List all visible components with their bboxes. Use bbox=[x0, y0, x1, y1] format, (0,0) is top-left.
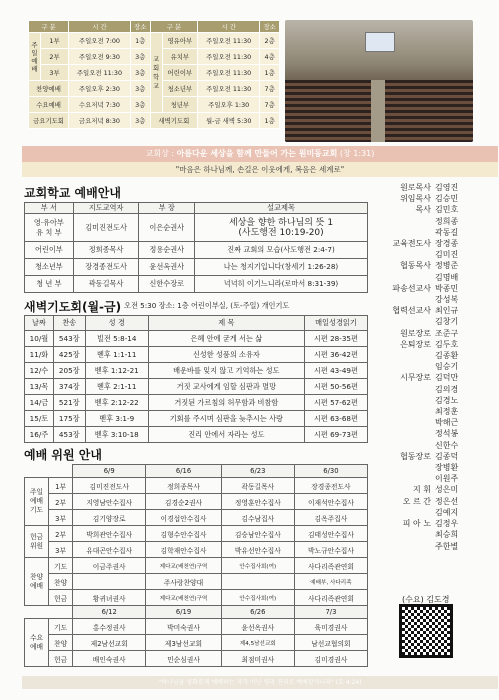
duty-group: 수요 예배 bbox=[25, 619, 49, 667]
footer-verse: "하나님을 영화롭게 예배하는 자가 아닌 영과 진리로 예배할지니라" (요 4:24) bbox=[22, 676, 498, 689]
duty-date: 6/30 bbox=[294, 465, 367, 478]
sanctuary-photo bbox=[285, 20, 473, 142]
staff-row bbox=[373, 182, 497, 193]
school-cell: 나는 청지기입니다(창세기 1:26-28) bbox=[195, 259, 368, 276]
staff-row bbox=[373, 204, 497, 238]
schedule-part: 새벽기도회 bbox=[150, 113, 198, 129]
duty-cell: 2부 bbox=[49, 494, 73, 510]
table-row bbox=[25, 242, 368, 259]
table-row bbox=[25, 347, 368, 363]
dawn-cell: 신성한 성품의 소유자 bbox=[148, 347, 304, 363]
schedule-time: 주일오후 1:30 bbox=[198, 97, 260, 113]
dawn-cell: 벧후 2:12-22 bbox=[85, 395, 148, 411]
schedule-part: 금요기도회 bbox=[29, 113, 69, 129]
staff-name: 조준구 bbox=[435, 328, 459, 338]
staff-names bbox=[435, 182, 493, 193]
table-row bbox=[25, 363, 368, 379]
table-row bbox=[25, 651, 368, 667]
duty-table bbox=[24, 464, 368, 667]
duty-date: 6/9 bbox=[73, 465, 146, 478]
duty-cell: 배인숙권사 bbox=[73, 651, 146, 667]
school-cell: 신한수장로 bbox=[139, 276, 195, 293]
school-title: 교회학교 예배안내 bbox=[24, 186, 121, 200]
duty-cell: 제2남선교회 bbox=[73, 635, 146, 651]
staff-names bbox=[435, 260, 493, 282]
duty-cell: 김학재안수집사 bbox=[146, 542, 222, 558]
duty-cell: 곽동길목사 bbox=[221, 478, 294, 494]
staff-row bbox=[373, 451, 497, 485]
schedule-header: 시 간 bbox=[69, 21, 131, 33]
staff-row bbox=[373, 372, 497, 450]
duty-cell: 정희종목사 bbox=[146, 478, 222, 494]
staff-name: 김영진 bbox=[435, 183, 459, 192]
duty-cell: 박희관안수집사 bbox=[73, 526, 146, 542]
duty-dates-row bbox=[25, 606, 368, 619]
duty-cell: 김태성안수집사 bbox=[294, 526, 367, 542]
dawn-cell: 진리 안에서 자라는 성도 bbox=[148, 427, 304, 443]
schedule-time: 주일오전 11:30 bbox=[69, 65, 131, 81]
schedule-part: 2부 bbox=[41, 49, 69, 65]
staff-role: 협력선교사 bbox=[392, 306, 431, 316]
staff-name: 정희종 bbox=[435, 216, 459, 226]
schedule-place: 7층 bbox=[260, 97, 280, 113]
duty-cell: 최점미권사 bbox=[221, 651, 294, 667]
schedule-part: 청소년부 bbox=[162, 81, 198, 97]
staff-role: 협동장로 bbox=[400, 451, 431, 461]
staff-name: 김창기 bbox=[435, 317, 459, 327]
church-slogan: "마음은 하나님께, 손길은 이웃에게, 복음은 세계로" bbox=[22, 162, 498, 177]
staff-role: 협동목사 bbox=[400, 261, 431, 271]
staff-name: 김명배 bbox=[435, 272, 459, 282]
table-row bbox=[25, 395, 368, 411]
table-row bbox=[25, 494, 368, 510]
duty-cell: 김수남집사 bbox=[221, 510, 294, 526]
table-row bbox=[25, 590, 368, 606]
schedule-part: 3부 bbox=[41, 65, 69, 81]
schedule-time: 주일오전 11:30 bbox=[198, 81, 260, 97]
dawn-cell: 시편 50-56편 bbox=[304, 379, 367, 395]
duty-cell: 제4,5남선교회 bbox=[221, 635, 294, 651]
staff-name: 김승민 bbox=[435, 194, 459, 204]
dawn-cell: 521장 bbox=[53, 395, 85, 411]
table-row bbox=[25, 259, 368, 276]
dawn-cell: 15/토 bbox=[25, 411, 54, 427]
duty-cell: 남선교협의회 bbox=[294, 635, 367, 651]
staff-names bbox=[435, 305, 493, 327]
dawn-cell: 거짓된 가르침의 허무함과 비참함 bbox=[148, 395, 304, 411]
schedule-header: 장소 bbox=[260, 21, 280, 33]
staff-name: 최승희 bbox=[435, 530, 459, 540]
duty-cell: 헌금 bbox=[49, 651, 73, 667]
schedule-group: 교회학교 bbox=[150, 33, 162, 113]
staff-name: 박종민 bbox=[435, 283, 459, 293]
school-cell: 세상을 향한 하나님의 뜻 1 (사도행전 10:19-20) bbox=[195, 214, 368, 242]
qr-code[interactable] bbox=[399, 604, 453, 658]
table-row bbox=[25, 276, 368, 293]
spacer bbox=[25, 465, 49, 478]
schedule-place: 3층 bbox=[130, 81, 150, 97]
table-row bbox=[25, 635, 368, 651]
staff-role: 피 아 노 bbox=[402, 519, 431, 529]
school-cell: 장경종전도사 bbox=[73, 259, 139, 276]
duty-cell: 예배부, 사다리족 bbox=[294, 574, 367, 590]
staff-name: 임승기 bbox=[435, 362, 459, 372]
dawn-cell: 벧후 3:1-9 bbox=[85, 411, 148, 427]
duty-cell: 박미숙권사 bbox=[146, 619, 222, 635]
dawn-cell: 12/수 bbox=[25, 363, 54, 379]
duty-cell: 찬양 bbox=[49, 574, 73, 590]
dawn-header: 찬송 bbox=[53, 316, 85, 331]
staff-name: 김두호 bbox=[435, 339, 459, 349]
staff-name: 김의경 bbox=[435, 384, 459, 394]
school-cell: 윤선옥권사 bbox=[139, 259, 195, 276]
staff-name: 정은선 bbox=[435, 496, 459, 506]
spacer bbox=[25, 606, 49, 619]
schedule-place: 1층 bbox=[260, 113, 280, 129]
duty-cell: 정영훈안수집사 bbox=[221, 494, 294, 510]
schedule-time: 주일오전 11:30 bbox=[198, 33, 260, 49]
dawn-cell: 시편 69-73편 bbox=[304, 427, 367, 443]
school-cell: 어린이부 bbox=[25, 242, 74, 259]
duty-date: 6/12 bbox=[73, 606, 146, 619]
duty-cell: 육미경권사 bbox=[294, 619, 367, 635]
staff-names bbox=[435, 204, 493, 238]
staff-row bbox=[373, 496, 497, 518]
schedule-time: 주일오전 9:30 bbox=[69, 49, 131, 65]
schedule-time: 주일오전 11:30 bbox=[198, 65, 260, 81]
duty-date: 6/26 bbox=[221, 606, 294, 619]
staff-name: 장경종 bbox=[435, 239, 459, 249]
motto-label: 교회상 : bbox=[145, 149, 175, 158]
dawn-cell: 205장 bbox=[53, 363, 85, 379]
duty-cell: 김형수안수집사 bbox=[146, 526, 222, 542]
staff-name: 최인규 bbox=[435, 306, 459, 316]
school-cell: 정용순권사 bbox=[139, 242, 195, 259]
table-row bbox=[25, 478, 368, 494]
duty-cell: 홍수정권사 bbox=[73, 619, 146, 635]
dawn-title: 새벽기도회(월-금) bbox=[24, 300, 122, 314]
staff-names bbox=[435, 283, 493, 305]
dawn-cell: 10/월 bbox=[25, 331, 54, 347]
dawn-table bbox=[24, 315, 368, 443]
staff-name: 김종덕 bbox=[435, 451, 459, 461]
dawn-cell: 374장 bbox=[53, 379, 85, 395]
staff-row bbox=[373, 193, 497, 204]
staff-names bbox=[435, 238, 493, 260]
school-cell: 김미진전도사 bbox=[73, 214, 139, 242]
duty-cell: 3부 bbox=[49, 542, 73, 558]
duty-cell: 장경종전도사 bbox=[294, 478, 367, 494]
staff-name: 주한별 bbox=[435, 541, 459, 551]
schedule-time: 수요저녁 7:30 bbox=[69, 97, 131, 113]
duty-cell: 주사랑찬양대 bbox=[146, 574, 222, 590]
staff-name: 김정우 bbox=[435, 519, 459, 529]
duty-cell: 이경섭안수집사 bbox=[146, 510, 222, 526]
staff-row bbox=[373, 260, 497, 282]
table-row bbox=[25, 411, 368, 427]
dawn-cell: 시편 57-62편 bbox=[304, 395, 367, 411]
dawn-header: 성 경 bbox=[85, 316, 148, 331]
staff-role: 시무장로 bbox=[400, 373, 431, 383]
staff-role: 지 휘 bbox=[413, 485, 431, 495]
staff-name: 정병준 bbox=[435, 261, 459, 271]
schedule-place: 3층 bbox=[130, 97, 150, 113]
qr-label: (수요) 김도경 bbox=[402, 595, 450, 604]
schedule-header: 시 간 bbox=[198, 21, 260, 33]
staff-names bbox=[435, 193, 493, 204]
table-row bbox=[25, 379, 368, 395]
dawn-cell: 벧후 3:10-18 bbox=[85, 427, 148, 443]
staff-row bbox=[373, 305, 497, 327]
school-cell: 이은순권사 bbox=[139, 214, 195, 242]
staff-name: 정석봉 bbox=[435, 429, 459, 439]
dawn-header: 날짜 bbox=[25, 316, 54, 331]
staff-role: 교육전도사 bbox=[392, 239, 431, 249]
staff-name: 이원주 bbox=[435, 474, 459, 484]
dawn-cell: 은혜 안에 굳게 서는 삶 bbox=[148, 331, 304, 347]
staff-name: 김미진 bbox=[435, 250, 459, 260]
table-row bbox=[25, 331, 368, 347]
staff-name: 김종환 bbox=[435, 351, 459, 361]
school-cell: 곽동길목사 bbox=[73, 276, 139, 293]
motto-text: 아름다운 세상을 함께 만들어 가는 원미동교회 bbox=[176, 149, 338, 158]
schedule-time: 주일오전 7:00 bbox=[69, 33, 131, 49]
staff-name: 강성복 bbox=[435, 295, 459, 305]
staff-role: 위임목사 bbox=[400, 194, 431, 204]
schedule-part: 어린이부 bbox=[162, 65, 198, 81]
duty-cell: 제다교(배천연)구역 bbox=[146, 590, 222, 606]
dawn-cell: 13/목 bbox=[25, 379, 54, 395]
church-motto bbox=[22, 146, 498, 162]
staff-row bbox=[373, 283, 497, 305]
schedule-place: 1층 bbox=[260, 65, 280, 81]
dawn-cell: 벧후 2:1-11 bbox=[85, 379, 148, 395]
staff-role: 오 르 간 bbox=[402, 496, 431, 506]
staff-name: 최정훈 bbox=[435, 407, 459, 417]
school-cell: 넉넉히 이기느니라(로마서 8:31-39) bbox=[195, 276, 368, 293]
dawn-cell: 14/금 bbox=[25, 395, 54, 411]
dawn-cell: 배운바를 잊지 않고 기억하는 성도 bbox=[148, 363, 304, 379]
staff-directory bbox=[373, 182, 497, 552]
schedule-place: 3층 bbox=[130, 113, 150, 129]
duty-cell: 박노규안수집사 bbox=[294, 542, 367, 558]
staff-names bbox=[435, 372, 493, 450]
table-row bbox=[25, 542, 368, 558]
duty-cell: 이금주권사 bbox=[73, 558, 146, 574]
dawn-cell: 벧후 1:12-21 bbox=[85, 363, 148, 379]
dawn-cell: 453장 bbox=[53, 427, 85, 443]
duty-group: 주일 예배 기도 bbox=[25, 478, 49, 526]
duty-cell: 김미진전도사 bbox=[73, 478, 146, 494]
duty-title: 예배 위원 안내 bbox=[24, 448, 102, 462]
duty-dates-row bbox=[25, 465, 368, 478]
duty-cell: 황귀녀권사 bbox=[73, 590, 146, 606]
schedule-header: 구 분 bbox=[29, 21, 69, 33]
dawn-cell: 빌전 5:8-14 bbox=[85, 331, 148, 347]
duty-cell: 김기양장로 bbox=[73, 510, 146, 526]
dawn-header: 매일성경읽기 bbox=[304, 316, 367, 331]
table-row bbox=[25, 510, 368, 526]
duty-cell: 민순심권사 bbox=[146, 651, 222, 667]
duty-group: 찬양 예배 bbox=[25, 558, 49, 606]
duty-cell: 사다리족관연회 bbox=[294, 558, 367, 574]
duty-cell: 안수집사회(여) bbox=[221, 590, 294, 606]
schedule-time: 주일오후 2:30 bbox=[69, 81, 131, 97]
staff-row bbox=[373, 328, 497, 339]
staff-role: 목사 bbox=[415, 205, 431, 215]
staff-name: 성은미 bbox=[435, 485, 459, 495]
staff-row bbox=[373, 484, 497, 495]
schedule-part: 유치부 bbox=[162, 49, 198, 65]
schedule-place: 2층 bbox=[260, 33, 280, 49]
duty-date: 6/19 bbox=[146, 606, 222, 619]
dawn-cell: 시편 28-35편 bbox=[304, 331, 367, 347]
school-table bbox=[24, 202, 368, 293]
staff-name: 김예지 bbox=[435, 507, 459, 517]
dawn-info: 오전 5:30 장소: 1층 어린이부실, (토-주일) 개인기도 bbox=[124, 301, 290, 310]
duty-cell: 안수집사회(여) bbox=[221, 558, 294, 574]
table-row bbox=[25, 558, 368, 574]
duty-cell: 박유선안수집사 bbox=[221, 542, 294, 558]
duty-cell: 김경순2권사 bbox=[146, 494, 222, 510]
service-schedule-table bbox=[28, 20, 280, 129]
staff-role: 원로목사 bbox=[400, 183, 431, 192]
duty-cell: 기도 bbox=[49, 558, 73, 574]
dawn-cell: 543장 bbox=[53, 331, 85, 347]
duty-group: 헌금 위원 bbox=[25, 526, 49, 558]
table-row bbox=[25, 619, 368, 635]
schedule-place: 1층 bbox=[130, 33, 150, 49]
school-cell: 정희종목사 bbox=[73, 242, 139, 259]
projection-screen bbox=[365, 32, 395, 52]
staff-names bbox=[435, 451, 493, 485]
schedule-place: 4층 bbox=[260, 49, 280, 65]
staff-name: 신한수 bbox=[435, 440, 459, 450]
dawn-cell: 11/화 bbox=[25, 347, 54, 363]
staff-name: 김민호 bbox=[435, 205, 459, 215]
motto-ref: (창 1:31) bbox=[339, 149, 375, 158]
staff-name: 김덕만 bbox=[435, 373, 459, 383]
schedule-part: 1부 bbox=[41, 33, 69, 49]
dawn-cell: 시편 63-68편 bbox=[304, 411, 367, 427]
duty-date: 6/16 bbox=[146, 465, 222, 478]
duty-cell: 찬양 bbox=[49, 635, 73, 651]
dawn-cell: 425장 bbox=[53, 347, 85, 363]
duty-date: 6/23 bbox=[221, 465, 294, 478]
dawn-cell: 시편 36-42편 bbox=[304, 347, 367, 363]
duty-cell: 김옥주집사 bbox=[294, 510, 367, 526]
staff-role: 파송선교사 bbox=[392, 283, 431, 293]
duty-cell: 윤선옥권사 bbox=[221, 619, 294, 635]
schedule-part: 수요예배 bbox=[29, 97, 69, 113]
duty-cell bbox=[73, 574, 146, 590]
schedule-header: 장소 bbox=[130, 21, 150, 33]
school-cell: 청 년 부 bbox=[25, 276, 74, 293]
schedule-place: 3층 bbox=[130, 49, 150, 65]
schedule-group: 주일예배 bbox=[29, 33, 41, 81]
duty-cell: 헌금 bbox=[49, 590, 73, 606]
duty-cell: 이재석안수집사 bbox=[294, 494, 367, 510]
staff-row bbox=[373, 339, 497, 373]
school-cell: 영·유아부 유 치 부 bbox=[25, 214, 74, 242]
staff-name: 장병환 bbox=[435, 463, 459, 473]
staff-row bbox=[373, 238, 497, 260]
school-header: 부 장 bbox=[139, 203, 195, 214]
table-row bbox=[25, 526, 368, 542]
duty-cell: 사다리족관연회 bbox=[294, 590, 367, 606]
schedule-part: 청년부 bbox=[162, 97, 198, 113]
duty-cell: 2부 bbox=[49, 526, 73, 542]
dawn-cell: 거짓 교사에게 임할 심판과 멸망 bbox=[148, 379, 304, 395]
schedule-time: 주일오전 11:30 bbox=[198, 49, 260, 65]
schedule-part: 영유아부 bbox=[162, 33, 198, 49]
aisle bbox=[371, 80, 385, 142]
dawn-cell: 기회를 주시며 심판을 늦추시는 사랑 bbox=[148, 411, 304, 427]
duty-cell: 3부 bbox=[49, 510, 73, 526]
schedule-place: 3층 bbox=[130, 65, 150, 81]
dawn-cell: 시편 43-49편 bbox=[304, 363, 367, 379]
duty-cell: 김미경권사 bbox=[294, 651, 367, 667]
staff-names bbox=[435, 496, 493, 518]
table-row bbox=[25, 214, 368, 242]
spacer bbox=[49, 606, 73, 619]
staff-role: 원로장로 bbox=[400, 328, 431, 338]
schedule-time: 금요저녁 8:30 bbox=[69, 113, 131, 129]
dawn-cell: 16/주 bbox=[25, 427, 54, 443]
schedule-part: 찬양예배 bbox=[29, 81, 69, 97]
school-header: 지도교역자 bbox=[73, 203, 139, 214]
staff-row bbox=[373, 518, 497, 552]
staff-names bbox=[435, 339, 493, 373]
staff-name: 김경노 bbox=[435, 395, 459, 405]
duty-cell: 지영남안수집사 bbox=[73, 494, 146, 510]
dawn-header: 제 목 bbox=[148, 316, 304, 331]
staff-names bbox=[435, 518, 493, 552]
table-row bbox=[25, 574, 368, 590]
duty-cell bbox=[221, 574, 294, 590]
staff-role: 은퇴장로 bbox=[400, 339, 431, 349]
spacer bbox=[49, 465, 73, 478]
school-header: 부 서 bbox=[25, 203, 74, 214]
duty-cell: 기도 bbox=[49, 619, 73, 635]
school-header: 설교제목 bbox=[195, 203, 368, 214]
duty-cell: 제다교(배천연)구역 bbox=[146, 558, 222, 574]
duty-date: 7/3 bbox=[294, 606, 367, 619]
duty-cell: 김승남안수집사 bbox=[221, 526, 294, 542]
dawn-cell: 벧후 1:1-11 bbox=[85, 347, 148, 363]
staff-names bbox=[435, 484, 493, 495]
schedule-place: 7층 bbox=[260, 81, 280, 97]
staff-name: 곽동길 bbox=[435, 227, 459, 237]
table-row bbox=[25, 427, 368, 443]
duty-cell: 유대곤안수집사 bbox=[73, 542, 146, 558]
school-cell: 청소년부 bbox=[25, 259, 74, 276]
staff-names bbox=[435, 328, 493, 339]
staff-name: 박해근 bbox=[435, 418, 459, 428]
dawn-cell: 175장 bbox=[53, 411, 85, 427]
school-cell: 진짜 교회의 모습(사도행전 2:4-7) bbox=[195, 242, 368, 259]
duty-cell: 1부 bbox=[49, 478, 73, 494]
schedule-time: 월-금 새벽 5:30 bbox=[198, 113, 260, 129]
schedule-header: 구 분 bbox=[150, 21, 198, 33]
duty-cell: 제3남선교회 bbox=[146, 635, 222, 651]
